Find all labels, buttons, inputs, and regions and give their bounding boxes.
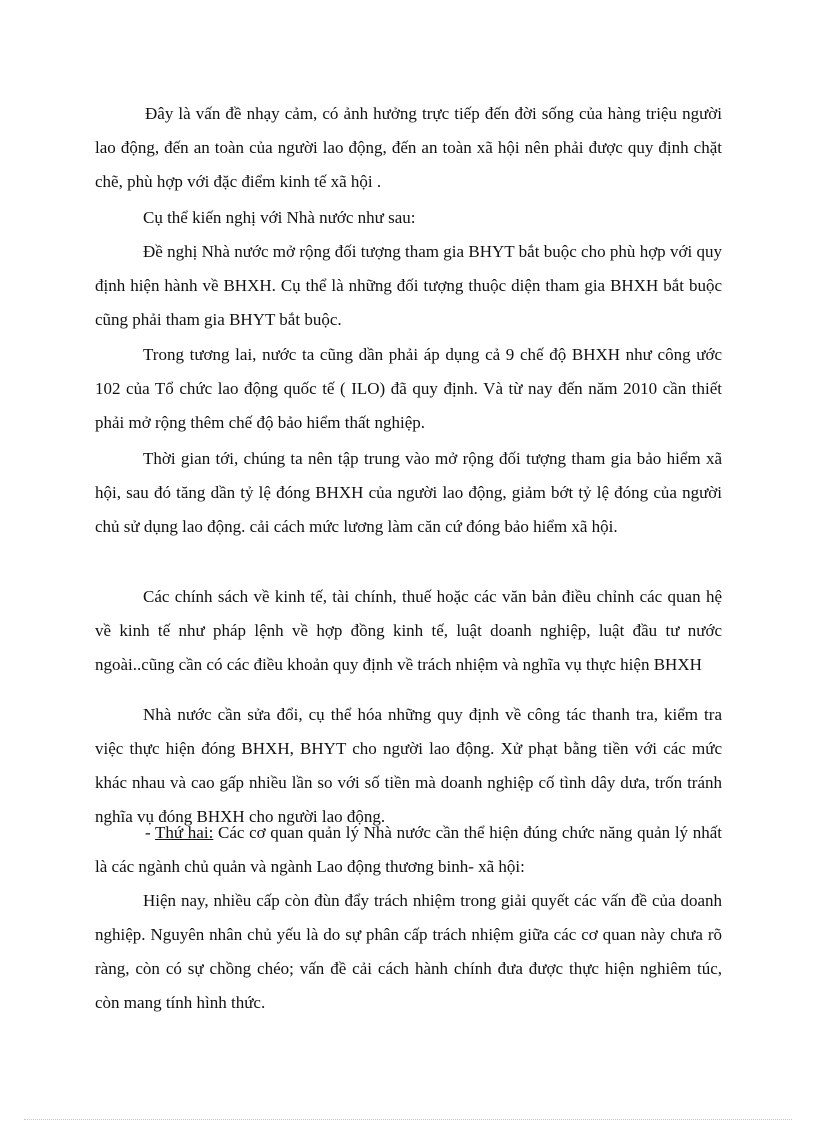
paragraph-ilo-convention: Trong tương lai, nước ta cũng dần phải áp dụng cả 9 chế độ BHXH như công ước 102 của Tổ chức lao động quốc tế ( ILO) đã quy định. Và từ nay đến năm 2010 cần thiết phải mở rộng thêm chế độ bảo hiểm thất nghiệp.: [95, 345, 722, 432]
paragraph-administrative-reform: Hiện nay, nhiều cấp còn đùn đẩy trách nhiệm trong giải quyết các vấn đề của doanh nghiệp. Nguyên nhân chủ yếu là do sự phân cấp trách nhiệm giữa các cơ quan này chưa rõ ràng, còn có sự chồng chéo; vấn đề cải cách hành chính đưa được thực hiện nghiêm túc, còn mang tính hình thức.: [95, 891, 722, 1012]
point-two-text: Các cơ quan quản lý Nhà nước cần thể hiện đúng chức năng quản lý nhất là các ngành chủ quản và ngành Lao động thương binh- xã hội:: [95, 823, 722, 876]
paragraph-bhyt-proposal: Đề nghị Nhà nước mở rộng đối tượng tham gia BHYT bắt buộc cho phù hợp với quy định hiện hành về BHXH. Cụ thể là những đối tượng thuộc diện tham gia BHXH bắt buộc cũng phải tham gia BHYT bắt buộc.: [95, 242, 722, 329]
page-footer-divider: [24, 1119, 792, 1120]
point-two-label: Thứ hai:: [155, 823, 214, 842]
point-two-prefix: -: [145, 823, 156, 842]
paragraph-expand-participants: Thời gian tới, chúng ta nên tập trung vào mở rộng đối tượng tham gia bảo hiểm xã hội, sau đó tăng dần tỷ lệ đóng BHXH của người lao động, giảm bớt tỷ lệ đóng của người chủ sử dụng lao động. cải cách mức lương làm căn cứ đóng bảo hiểm xã hội.: [95, 449, 722, 536]
paragraph-recommendation-intro: Cụ thể kiến nghị với Nhà nước như sau:: [143, 208, 416, 227]
paragraph-economic-policies: Các chính sách về kinh tế, tài chính, thuế hoặc các văn bản điều chỉnh các quan hệ về kinh tế như pháp lệnh về hợp đồng kinh tế, luật doanh nghiệp, luật đầu tư nước ngoài..cũng cần có các điều khoản quy định về trách nhiệm và nghĩa vụ thực hiện BHXH: [95, 587, 722, 674]
paragraph-sensitive-issue: Đây là vấn đề nhạy cảm, có ảnh hưởng trực tiếp đến đời sống của hàng triệu người lao động, đến an toàn của người lao động, đến an toàn xã hội nên phải được quy định chặt chẽ, phù hợp với đặc điểm kinh tế xã hội .: [95, 104, 722, 191]
paragraph-point-two: [95, 816, 722, 884]
paragraph-inspection: Nhà nước cần sửa đổi, cụ thể hóa những quy định về công tác thanh tra, kiểm tra việc thực hiện đóng BHXH, BHYT cho người lao động. Xử phạt bằng tiền với các mức khác nhau và cao gấp nhiều lần so với số tiền mà doanh nghiệp cố tình dây dưa, trốn tránh nghĩa vụ đóng BHXH cho người lao động.: [95, 705, 722, 826]
